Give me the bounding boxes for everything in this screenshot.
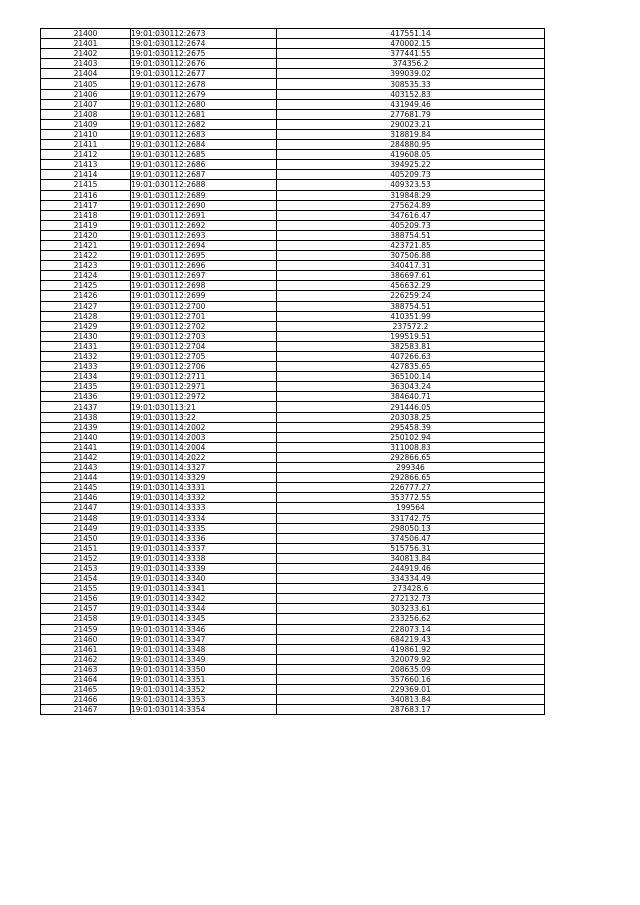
cadastral-number-cell: 19:01:030112:2691	[131, 210, 277, 220]
table-row	[41, 513, 545, 523]
row-number-cell: 21448	[41, 513, 131, 523]
cadastral-number-cell: 19:01:030112:2692	[131, 220, 277, 230]
row-number-cell: 21424	[41, 271, 131, 281]
row-number-cell: 21454	[41, 574, 131, 584]
cadastral-number-cell: 19:01:030112:2685	[131, 150, 277, 160]
cadastral-value-cell: 357660.16	[277, 675, 545, 685]
row-number-cell: 21457	[41, 604, 131, 614]
row-number-cell: 21414	[41, 170, 131, 180]
table-row	[41, 503, 545, 513]
cadastral-value-cell: 515756.31	[277, 543, 545, 553]
table-row	[41, 604, 545, 614]
row-number-cell: 21404	[41, 69, 131, 79]
row-number-cell: 21421	[41, 240, 131, 250]
row-number-cell: 21407	[41, 99, 131, 109]
table-row	[41, 523, 545, 533]
cadastral-number-cell: 19:01:030114:3338	[131, 553, 277, 563]
cadastral-value-cell: 340813.84	[277, 695, 545, 705]
cadastral-number-cell: 19:01:030112:2698	[131, 281, 277, 291]
row-number-cell: 21416	[41, 190, 131, 200]
table-row	[41, 382, 545, 392]
row-number-cell: 21405	[41, 79, 131, 89]
cadastral-number-cell: 19:01:030112:2677	[131, 69, 277, 79]
cadastral-number-cell: 19:01:030112:2711	[131, 372, 277, 382]
cadastral-number-cell: 19:01:030114:3332	[131, 493, 277, 503]
cadastral-number-cell: 19:01:030114:3345	[131, 614, 277, 624]
cadastral-number-cell: 19:01:030112:2680	[131, 99, 277, 109]
cadastral-value-cell: 244919.46	[277, 563, 545, 573]
table-row	[41, 129, 545, 139]
cadastral-value-cell: 431949.46	[277, 99, 545, 109]
cadastral-number-cell: 19:01:030112:2688	[131, 180, 277, 190]
table-row	[41, 180, 545, 190]
row-number-cell: 21410	[41, 129, 131, 139]
cadastral-value-cell: 419861.92	[277, 644, 545, 654]
row-number-cell: 21406	[41, 89, 131, 99]
cadastral-number-cell: 19:01:030114:3331	[131, 483, 277, 493]
row-number-cell: 21444	[41, 473, 131, 483]
table-row	[41, 473, 545, 483]
row-number-cell: 21402	[41, 49, 131, 59]
row-number-cell: 21437	[41, 402, 131, 412]
row-number-cell: 21415	[41, 180, 131, 190]
cadastral-value-cell: 347616.47	[277, 210, 545, 220]
cadastral-value-cell: 307506.88	[277, 251, 545, 261]
table-row	[41, 594, 545, 604]
cadastral-value-cell: 292866.65	[277, 473, 545, 483]
cadastral-value-cell: 470002.15	[277, 39, 545, 49]
cadastral-number-cell: 19:01:030114:2002	[131, 422, 277, 432]
cadastral-value-cell: 320079.92	[277, 654, 545, 664]
cadastral-number-cell: 19:01:030114:3333	[131, 503, 277, 513]
table-row	[41, 281, 545, 291]
cadastral-number-cell: 19:01:030112:2681	[131, 109, 277, 119]
cadastral-value-cell: 419608.05	[277, 150, 545, 160]
table-row	[41, 624, 545, 634]
row-number-cell: 21449	[41, 523, 131, 533]
row-number-cell: 21463	[41, 664, 131, 674]
table-row	[41, 291, 545, 301]
cadastral-value-cell: 275624.89	[277, 200, 545, 210]
row-number-cell: 21412	[41, 150, 131, 160]
table-row	[41, 685, 545, 695]
cadastral-number-cell: 19:01:030114:3348	[131, 644, 277, 654]
table-row	[41, 240, 545, 250]
table-row	[41, 271, 545, 281]
table-row	[41, 301, 545, 311]
table-row	[41, 230, 545, 240]
table-row	[41, 331, 545, 341]
table-row	[41, 634, 545, 644]
cadastral-value-cell: 292866.65	[277, 452, 545, 462]
table-row	[41, 392, 545, 402]
table-body	[41, 29, 545, 715]
row-number-cell: 21460	[41, 634, 131, 644]
table-row	[41, 109, 545, 119]
cadastral-number-cell: 19:01:030112:2699	[131, 291, 277, 301]
row-number-cell: 21430	[41, 331, 131, 341]
cadastral-value-cell: 423721.85	[277, 240, 545, 250]
cadastral-value-cell: 388754.51	[277, 230, 545, 240]
cadastral-value-cell: 308535.33	[277, 79, 545, 89]
row-number-cell: 21401	[41, 39, 131, 49]
row-number-cell: 21420	[41, 230, 131, 240]
table-row	[41, 412, 545, 422]
cadastral-number-cell: 19:01:030112:2690	[131, 200, 277, 210]
cadastral-value-cell: 377441.55	[277, 49, 545, 59]
cadastral-number-cell: 19:01:030114:2004	[131, 442, 277, 452]
table-row	[41, 49, 545, 59]
table-row	[41, 442, 545, 452]
row-number-cell: 21429	[41, 321, 131, 331]
cadastral-value-cell: 199564	[277, 503, 545, 513]
cadastral-value-cell: 410351.99	[277, 311, 545, 321]
table-row	[41, 321, 545, 331]
cadastral-value-cell: 363043.24	[277, 382, 545, 392]
row-number-cell: 21446	[41, 493, 131, 503]
cadastral-value-cell: 295458.39	[277, 422, 545, 432]
table-row	[41, 29, 545, 39]
row-number-cell: 21411	[41, 140, 131, 150]
cadastral-number-cell: 19:01:030114:2022	[131, 452, 277, 462]
cadastral-value-cell: 340813.84	[277, 553, 545, 563]
cadastral-value-cell: 298050.13	[277, 523, 545, 533]
row-number-cell: 21423	[41, 261, 131, 271]
row-number-cell: 21442	[41, 452, 131, 462]
cadastral-value-cell: 399039.02	[277, 69, 545, 79]
cadastral-value-cell: 284880.95	[277, 140, 545, 150]
cadastral-number-cell: 19:01:030112:2702	[131, 321, 277, 331]
cadastral-value-cell: 456632.29	[277, 281, 545, 291]
cadastral-value-cell: 273428.6	[277, 584, 545, 594]
cadastral-value-cell: 340417.31	[277, 261, 545, 271]
row-number-cell: 21440	[41, 432, 131, 442]
row-number-cell: 21400	[41, 29, 131, 39]
cadastral-number-cell: 19:01:030112:2689	[131, 190, 277, 200]
table-row	[41, 150, 545, 160]
row-number-cell: 21453	[41, 563, 131, 573]
row-number-cell: 21456	[41, 594, 131, 604]
row-number-cell: 21428	[41, 311, 131, 321]
row-number-cell: 21459	[41, 624, 131, 634]
row-number-cell: 21427	[41, 301, 131, 311]
cadastral-value-cell: 277681.79	[277, 109, 545, 119]
row-number-cell: 21462	[41, 654, 131, 664]
table-row	[41, 614, 545, 624]
cadastral-number-cell: 19:01:030112:2686	[131, 160, 277, 170]
cadastral-number-cell: 19:01:030112:2682	[131, 119, 277, 129]
row-number-cell: 21408	[41, 109, 131, 119]
cadastral-value-cell: 226259.24	[277, 291, 545, 301]
table-row	[41, 675, 545, 685]
cadastral-value-cell: 237572.2	[277, 321, 545, 331]
table-row	[41, 452, 545, 462]
cadastral-value-cell: 272132.73	[277, 594, 545, 604]
cadastral-value-cell: 303233.61	[277, 604, 545, 614]
cadastral-value-cell: 331742.75	[277, 513, 545, 523]
table-row	[41, 695, 545, 705]
cadastral-number-cell: 19:01:030114:3344	[131, 604, 277, 614]
cadastral-number-cell: 19:01:030114:3340	[131, 574, 277, 584]
cadastral-value-cell: 384640.71	[277, 392, 545, 402]
cadastral-value-cell: 388754.51	[277, 301, 545, 311]
table-row	[41, 533, 545, 543]
row-number-cell: 21431	[41, 341, 131, 351]
cadastral-value-cell: 229369.01	[277, 685, 545, 695]
cadastral-number-cell: 19:01:030112:2705	[131, 352, 277, 362]
table-row	[41, 543, 545, 553]
cadastral-number-cell: 19:01:030112:2687	[131, 170, 277, 180]
table-row	[41, 483, 545, 493]
cadastral-number-cell: 19:01:030112:2695	[131, 251, 277, 261]
row-number-cell: 21466	[41, 695, 131, 705]
row-number-cell: 21465	[41, 685, 131, 695]
table-row	[41, 372, 545, 382]
cadastral-value-cell: 203038.25	[277, 412, 545, 422]
table-row	[41, 463, 545, 473]
table-row	[41, 170, 545, 180]
cadastral-value-cell: 233256.62	[277, 614, 545, 624]
cadastral-number-cell: 19:01:030112:2696	[131, 261, 277, 271]
row-number-cell: 21447	[41, 503, 131, 513]
table-row	[41, 362, 545, 372]
row-number-cell: 21419	[41, 220, 131, 230]
table-row	[41, 190, 545, 200]
cadastral-value-cell: 374506.47	[277, 533, 545, 543]
table-row	[41, 210, 545, 220]
table-row	[41, 99, 545, 109]
row-number-cell: 21409	[41, 119, 131, 129]
table-row	[41, 200, 545, 210]
row-number-cell: 21436	[41, 392, 131, 402]
cadastral-value-cell: 684219.43	[277, 634, 545, 644]
table-row	[41, 493, 545, 503]
row-number-cell: 21426	[41, 291, 131, 301]
cadastral-number-cell: 19:01:030113:21	[131, 402, 277, 412]
table-row	[41, 119, 545, 129]
row-number-cell: 21403	[41, 59, 131, 69]
cadastral-value-cell: 386697.61	[277, 271, 545, 281]
cadastral-number-cell: 19:01:030114:3349	[131, 654, 277, 664]
table-row	[41, 584, 545, 594]
cadastral-number-cell: 19:01:030112:2700	[131, 301, 277, 311]
cadastral-value-cell: 427835.65	[277, 362, 545, 372]
cadastral-number-cell: 19:01:030112:2679	[131, 89, 277, 99]
cadastral-value-cell: 403152.83	[277, 89, 545, 99]
cadastral-value-cell: 199519.51	[277, 331, 545, 341]
cadastral-value-cell: 334334.49	[277, 574, 545, 584]
row-number-cell: 21443	[41, 463, 131, 473]
cadastral-number-cell: 19:01:030114:3334	[131, 513, 277, 523]
cadastral-number-cell: 19:01:030112:2676	[131, 59, 277, 69]
cadastral-number-cell: 19:01:030114:3352	[131, 685, 277, 695]
table-row	[41, 644, 545, 654]
row-number-cell: 21438	[41, 412, 131, 422]
cadastral-value-cell: 291446.05	[277, 402, 545, 412]
cadastral-value-cell: 353772.55	[277, 493, 545, 503]
cadastral-value-cell: 318819.84	[277, 129, 545, 139]
table-row	[41, 563, 545, 573]
row-number-cell: 21418	[41, 210, 131, 220]
cadastral-number-cell: 19:01:030112:2673	[131, 29, 277, 39]
cadastral-number-cell: 19:01:030112:2684	[131, 140, 277, 150]
cadastral-number-cell: 19:01:030112:2693	[131, 230, 277, 240]
cadastral-value-cell: 405209.73	[277, 220, 545, 230]
cadastral-number-cell: 19:01:030114:3329	[131, 473, 277, 483]
row-number-cell: 21464	[41, 675, 131, 685]
cadastral-value-cell: 299346	[277, 463, 545, 473]
cadastral-value-cell: 290023.21	[277, 119, 545, 129]
row-number-cell: 21434	[41, 372, 131, 382]
table-row	[41, 261, 545, 271]
cadastral-value-cell: 250102.94	[277, 432, 545, 442]
cadastral-number-cell: 19:01:030112:2694	[131, 240, 277, 250]
cadastral-value-table	[40, 28, 545, 715]
cadastral-value-cell: 394925.22	[277, 160, 545, 170]
cadastral-value-cell: 409323.53	[277, 180, 545, 190]
table-row	[41, 432, 545, 442]
cadastral-number-cell: 19:01:030114:3335	[131, 523, 277, 533]
row-number-cell: 21450	[41, 533, 131, 543]
row-number-cell: 21417	[41, 200, 131, 210]
cadastral-number-cell: 19:01:030112:2675	[131, 49, 277, 59]
cadastral-value-cell: 382583.81	[277, 341, 545, 351]
table-row	[41, 574, 545, 584]
cadastral-number-cell: 19:01:030112:2683	[131, 129, 277, 139]
row-number-cell: 21455	[41, 584, 131, 594]
table-row	[41, 140, 545, 150]
cadastral-number-cell: 19:01:030112:2972	[131, 392, 277, 402]
cadastral-value-cell: 228073.14	[277, 624, 545, 634]
table-row	[41, 352, 545, 362]
cadastral-number-cell: 19:01:030112:2706	[131, 362, 277, 372]
table-row	[41, 654, 545, 664]
cadastral-number-cell: 19:01:030114:3341	[131, 584, 277, 594]
cadastral-number-cell: 19:01:030114:2003	[131, 432, 277, 442]
cadastral-value-cell: 374356.2	[277, 59, 545, 69]
cadastral-number-cell: 19:01:030113:22	[131, 412, 277, 422]
cadastral-number-cell: 19:01:030112:2674	[131, 39, 277, 49]
cadastral-value-cell: 417551.14	[277, 29, 545, 39]
row-number-cell: 21467	[41, 705, 131, 715]
row-number-cell: 21422	[41, 251, 131, 261]
row-number-cell: 21433	[41, 362, 131, 372]
row-number-cell: 21432	[41, 352, 131, 362]
table-row	[41, 39, 545, 49]
table-row	[41, 664, 545, 674]
cadastral-number-cell: 19:01:030114:3327	[131, 463, 277, 473]
cadastral-value-cell: 319848.29	[277, 190, 545, 200]
table-row	[41, 311, 545, 321]
table-row	[41, 422, 545, 432]
table-row	[41, 402, 545, 412]
cadastral-number-cell: 19:01:030112:2697	[131, 271, 277, 281]
cadastral-number-cell: 19:01:030114:3336	[131, 533, 277, 543]
cadastral-number-cell: 19:01:030114:3347	[131, 634, 277, 644]
cadastral-value-cell: 365100.14	[277, 372, 545, 382]
cadastral-number-cell: 19:01:030114:3342	[131, 594, 277, 604]
cadastral-number-cell: 19:01:030112:2703	[131, 331, 277, 341]
cadastral-number-cell: 19:01:030114:3339	[131, 563, 277, 573]
cadastral-value-cell: 226777.27	[277, 483, 545, 493]
row-number-cell: 21461	[41, 644, 131, 654]
table-row	[41, 79, 545, 89]
cadastral-value-cell: 287683.17	[277, 705, 545, 715]
cadastral-value-cell: 208635.09	[277, 664, 545, 674]
cadastral-number-cell: 19:01:030114:3351	[131, 675, 277, 685]
row-number-cell: 21458	[41, 614, 131, 624]
table-row	[41, 59, 545, 69]
table-row	[41, 220, 545, 230]
table-row	[41, 160, 545, 170]
table-row	[41, 69, 545, 79]
row-number-cell: 21413	[41, 160, 131, 170]
cadastral-number-cell: 19:01:030114:3354	[131, 705, 277, 715]
row-number-cell: 21439	[41, 422, 131, 432]
cadastral-number-cell: 19:01:030114:3337	[131, 543, 277, 553]
cadastral-value-cell: 407266.63	[277, 352, 545, 362]
row-number-cell: 21452	[41, 553, 131, 563]
table-row	[41, 251, 545, 261]
cadastral-number-cell: 19:01:030112:2678	[131, 79, 277, 89]
cadastral-value-cell: 311008.83	[277, 442, 545, 452]
cadastral-number-cell: 19:01:030114:3353	[131, 695, 277, 705]
row-number-cell: 21441	[41, 442, 131, 452]
cadastral-number-cell: 19:01:030114:3350	[131, 664, 277, 674]
table-row	[41, 89, 545, 99]
row-number-cell: 21445	[41, 483, 131, 493]
row-number-cell: 21425	[41, 281, 131, 291]
cadastral-value-cell: 405209.73	[277, 170, 545, 180]
cadastral-number-cell: 19:01:030112:2971	[131, 382, 277, 392]
row-number-cell: 21451	[41, 543, 131, 553]
cadastral-number-cell: 19:01:030112:2704	[131, 341, 277, 351]
table-row	[41, 341, 545, 351]
cadastral-number-cell: 19:01:030114:3346	[131, 624, 277, 634]
table-row	[41, 553, 545, 563]
table-row	[41, 705, 545, 715]
cadastral-number-cell: 19:01:030112:2701	[131, 311, 277, 321]
row-number-cell: 21435	[41, 382, 131, 392]
